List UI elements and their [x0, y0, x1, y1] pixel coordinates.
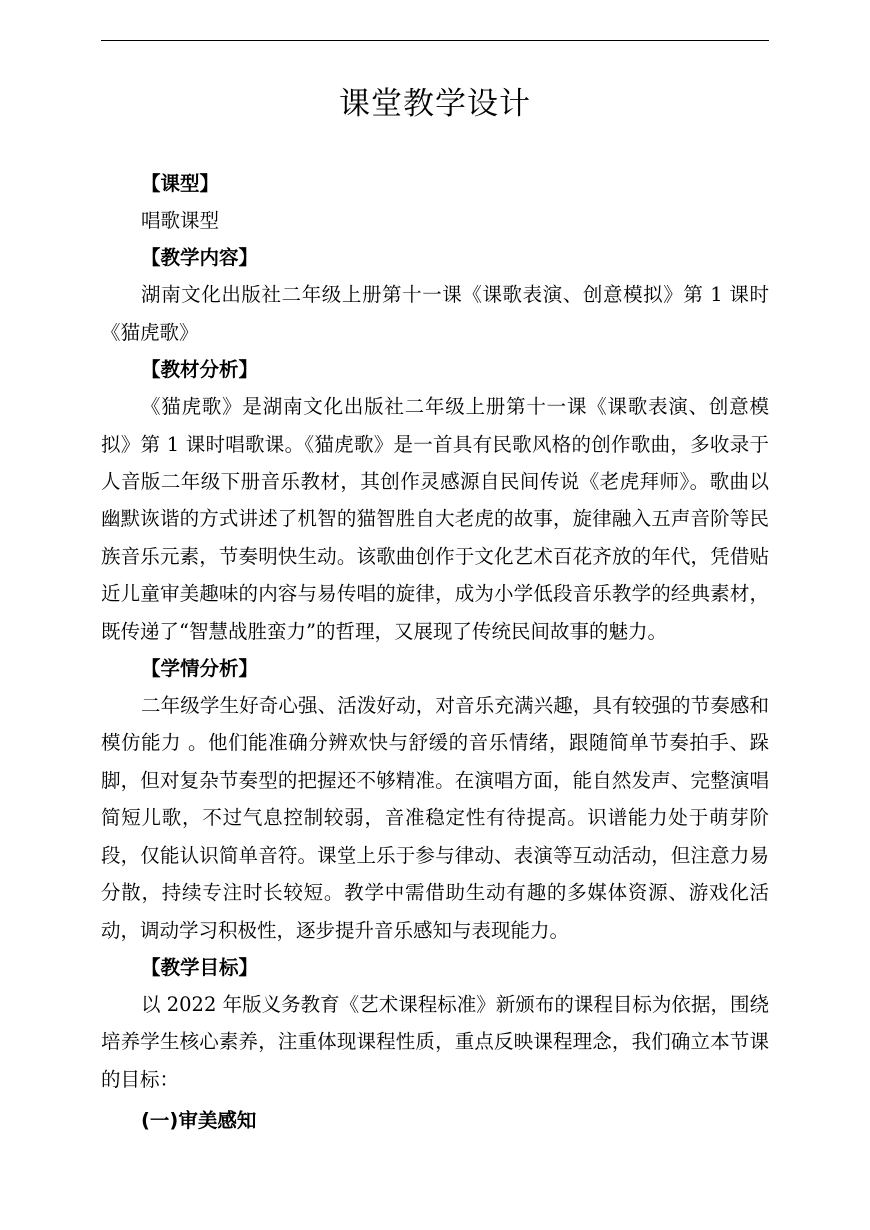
section-teaching-goals — [101, 949, 769, 1098]
section-paragraph: 二年级学生好奇心强、活泼好动，对音乐充满兴趣，具有较强的节奏感和模仿能力 。他们能准确分辨欢快与舒缓的音乐情绪，跟随简单节奏拍手、跺脚，但对复杂节奏型的把握还不够精准。在演唱方面，能自然发声、完整演唱简短儿歌，不过气息控制较弱，音准稳定性有待提高。识谱能力处于萌芽阶段，仅能认识简单音符。课堂上乐于参与律动、表演等互动活动，但注意力易分散，持续专注时长较短。教学中需借助生动有趣的多媒体资源、游戏化活动，调动学习积极性，逐步提升音乐感知与表现能力。 — [101, 694, 769, 942]
section-material-analysis — [101, 351, 769, 650]
section-paragraph: 湖南文化出版社二年级上册第十一课《课歌表演、创意模拟》第 1 课时《猫虎歌》 — [101, 283, 769, 344]
document-body — [101, 165, 769, 1139]
subsection-heading: (一)审美感知 — [141, 1109, 257, 1133]
section-heading: 【教材分析】 — [141, 358, 259, 382]
header-rule — [101, 40, 769, 41]
section-heading: 【课型】 — [141, 172, 220, 195]
section-heading: 【学情分析】 — [141, 657, 259, 681]
section-heading: 【教学内容】 — [141, 246, 259, 270]
section-paragraph: 唱歌课型 — [141, 209, 220, 232]
section-paragraph: 以 2022 年版义务教育《艺术课程标准》新颁布的课程目标为依据，围绕培养学生核心素养，注重体现课程性质，重点反映课程理念，我们确立本节课的目标： — [101, 992, 769, 1091]
section-heading: 【教学目标】 — [141, 955, 259, 979]
section-student-analysis — [101, 650, 769, 949]
section-lesson-type — [101, 165, 769, 239]
section-paragraph: 《猫虎歌》是湖南文化出版社二年级上册第十一课《课歌表演、创意模拟》第 1 课时唱歌课。《猫虎歌》是一首具有民歌风格的创作歌曲，多收录于人音版二年级下册音乐教材，其创作灵感源自民间传说《老虎拜师》。歌曲以幽默诙谐的方式讲述了机智的猫智胜自大老虎的故事，旋律融入五声音阶等民族音乐元素，节奏明快生动。该歌曲创作于文化艺术百花齐放的年代，凭借贴近儿童审美趣味的内容与易传唱的旋律，成为小学低段音乐教学的经典素材，既传递了“智慧战胜蛮力”的哲理，又展现了传统民间故事的魅力。 — [101, 395, 769, 643]
section-teaching-content — [101, 239, 769, 351]
page-title: 课堂教学设计 — [339, 86, 531, 122]
